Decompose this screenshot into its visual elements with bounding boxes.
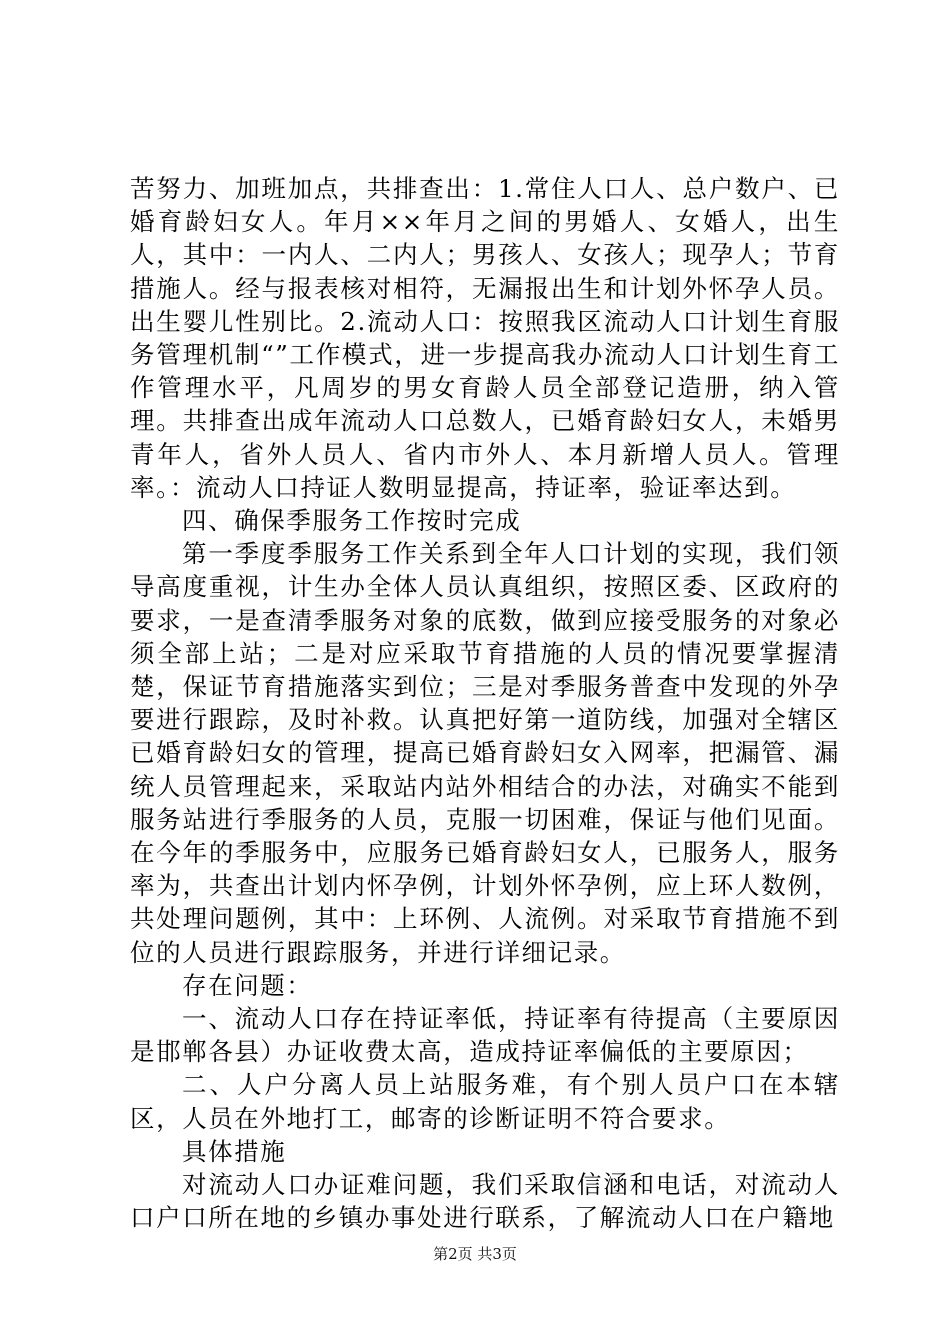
section-heading: 存在问题： xyxy=(182,970,313,1000)
section-heading: 具体措施 xyxy=(182,1136,287,1166)
page-number: 第2页 共3页 xyxy=(433,1245,517,1263)
paragraph: 第一季度季服务工作关系到全年人口计划的实现，我们领导高度重视，计生办全体人员认真组织，按照区委、区政府的要求，一是查清季服务对象的底数，做到应接受服务的对象必须全部上站；二是对应采取节育措施的人员的情况要掌握清楚，保证节育措施落实到位；三是对季服务普查中发现的外孕要进行跟踪，及时补救。认真把好第一道防线，加强对全辖区已婚育龄妇女的管理，提高已婚育龄妇女入网率，把漏管、漏统人员管理起来，采取站内站外相结合的办法，对确实不能到服务站进行季服务的人员，克服一切困难，保证与他们见面。在今年的季服务中，应服务已婚育龄妇女人，已服务人，服务率为，共查出计划内怀孕例，计划外怀孕例，应上环人数例，共处理问题例，其中：上环例、人流例。对采取节育措施不到位的人员进行跟踪服务，并进行详细记录。 xyxy=(130,539,840,967)
page-footer xyxy=(0,1244,950,1264)
document-body xyxy=(130,172,840,1235)
paragraph: 苦努力、加班加点，共排查出：1.常住人口人、总户数户、已婚育龄妇女人。年月××年月之间的男婚人、女婚人，出生人，其中：一内人、二内人；男孩人、女孩人；现孕人；节育措施人。经与报表核对相符，无漏报出生和计划外怀孕人员。出生婴儿性别比。2.流动人口：按照我区流动人口计划生育服务管理机制“”工作模式，进一步提高我办流动人口计划生育工作管理水平，凡周岁的男女育龄人员全部登记造册，纳入管理。共排查出成年流动人口总数人，已婚育龄妇女人，未婚男青年人，省外人员人、省内市外人、本月新增人员人。管理率。：流动人口持证人数明显提高，持证率，验证率达到。 xyxy=(130,174,840,502)
paragraph: 一、流动人口存在持证率低，持证率有待提高（主要原因是邯郸各县）办证收费太高，造成持证率偏低的主要原因； xyxy=(130,1004,840,1067)
paragraph: 对流动人口办证难问题，我们采取信涵和电话，对流动人口户口所在地的乡镇办事处进行联系，了解流动人口在户籍地 xyxy=(130,1170,840,1233)
section-heading: 四、确保季服务工作按时完成 xyxy=(182,506,522,536)
paragraph: 二、人户分离人员上站服务难，有个别人员户口在本辖区，人员在外地打工，邮寄的诊断证明不符合要求。 xyxy=(130,1070,840,1133)
